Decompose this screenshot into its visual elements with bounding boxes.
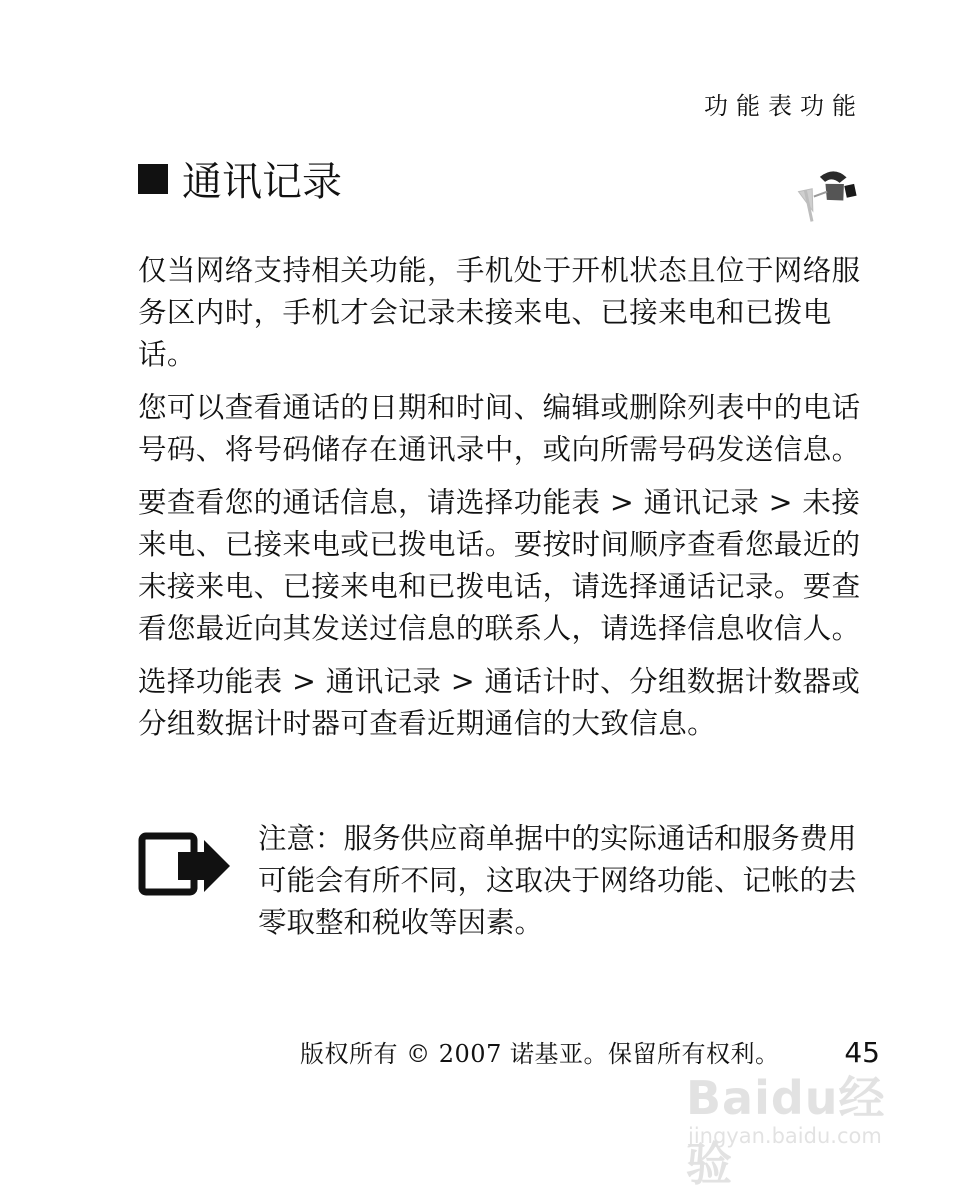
paragraph-2-text: 您可以查看通话的日期和时间、编辑或删除列表中的电话号码、将号码储存在 <box>138 391 861 466</box>
menu-term-call-log: 通话记录 <box>658 570 774 603</box>
note-label: 注意： <box>258 822 344 855</box>
conjunction: 或 <box>831 665 861 698</box>
paragraph-2 <box>138 387 874 471</box>
paragraph-4 <box>138 661 874 745</box>
paragraph-1 <box>138 250 874 376</box>
menu-term-log: 通讯记录 <box>325 665 442 698</box>
menu-term-received-calls: 已接来电 <box>224 528 341 561</box>
body-text <box>138 250 874 756</box>
paragraph-3-text: 要查看您的通话信息，请选择 <box>138 486 514 519</box>
menu-separator: > <box>282 665 326 698</box>
menu-term-log: 通讯记录 <box>643 486 760 519</box>
note-box <box>138 818 874 944</box>
page-title <box>138 150 342 207</box>
page-number: 45 <box>844 1036 880 1069</box>
conjunction: 或 <box>340 528 370 561</box>
paragraph-4-text: 选择 <box>138 665 196 698</box>
menu-term-packet-data-timer: 分组数据计时器 <box>138 707 341 740</box>
menu-term-contacts: 通讯录 <box>398 433 485 466</box>
paragraph-2-text-end: 中，或向所需号码发送信息。 <box>484 433 861 466</box>
menu-term-dialled-numbers: 已拨电话 <box>369 528 485 561</box>
menu-term-message-recipients: 信息收信人 <box>687 612 832 645</box>
paragraph-1-text: 仅当网络支持相关功能，手机处于开机状态且位于网络服务区内时，手机才会记录未接来电、已接来电和已拨电话。 <box>138 254 861 371</box>
menu-term-call-duration: 通话计时 <box>484 665 601 698</box>
note-body: 服务供应商单据中的实际通话和服务费用可能会有所不同，这取决于网络功能、记帐的去零取整和税收等因素。 <box>258 822 857 939</box>
menu-separator: > <box>600 486 644 519</box>
menu-term-menu: 功能表 <box>195 665 283 698</box>
watermark-url: jingyan.baidu.com <box>688 1124 882 1148</box>
paragraph-4-text-end: 可查看近期通信的大致信息。 <box>340 707 717 740</box>
note-arrow-icon <box>138 832 234 898</box>
punctuation: 、 <box>195 528 225 561</box>
menu-separator: > <box>759 486 803 519</box>
copyright-text: 版权所有 © 2007 诺基亚。保留所有权利。 <box>300 1040 780 1068</box>
menu-term-missed-calls: 未接来电 <box>138 486 861 561</box>
paragraph-3-text-late: 。要查看您最近向其发送过信息的联系人，请选择 <box>138 570 861 645</box>
menu-term-menu: 功能表 <box>513 486 601 519</box>
menu-term-packet-data-counter: 分组数据计数器 <box>629 665 832 698</box>
black-square-icon <box>138 164 168 194</box>
punctuation: 、 <box>600 665 630 698</box>
page-title-text: 通讯记录 <box>182 159 342 205</box>
punctuation: 。 <box>831 612 861 645</box>
network-service-icon <box>784 164 868 228</box>
watermark-logo: Baidu经验 <box>686 1071 886 1191</box>
note-text <box>258 818 872 944</box>
paragraph-3 <box>138 482 874 650</box>
watermark <box>686 1062 916 1191</box>
section-header: 功能表功能 <box>704 92 864 120</box>
paragraph-3-text-mid: 。要按时间顺序查看您最近的未接来电、已接来电和已拨电话，请选择 <box>138 528 861 603</box>
menu-separator: > <box>441 665 485 698</box>
